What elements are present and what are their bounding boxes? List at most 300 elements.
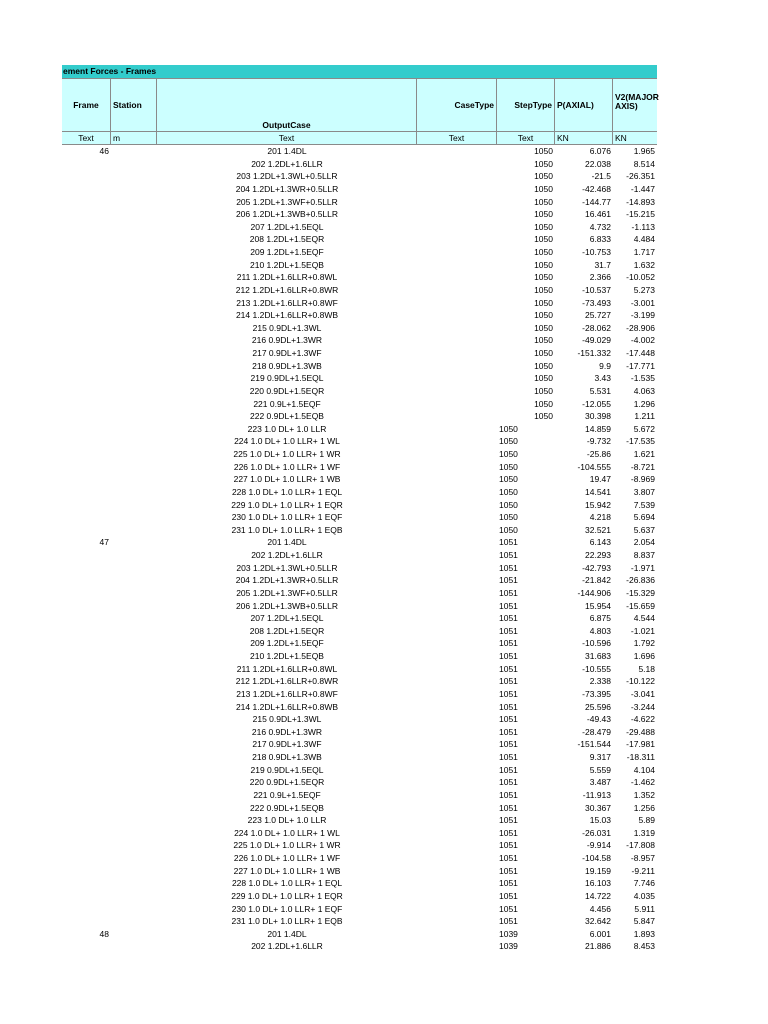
cell-v2-major[interactable]: -1.447: [630, 183, 655, 194]
cell-v2-major[interactable]: -8.721: [630, 461, 655, 472]
cell-station[interactable]: [111, 827, 157, 840]
cell-v2-major[interactable]: -14.893: [626, 196, 655, 207]
cell-frame[interactable]: [62, 499, 111, 512]
cell-v2-major[interactable]: 1.319: [633, 827, 655, 838]
cell-output-case[interactable]: 211 1.2DL+1.6LLR+0.8WL: [236, 272, 338, 283]
cell-case-type[interactable]: [417, 549, 497, 562]
cell-frame[interactable]: [62, 852, 111, 865]
cell-case-type[interactable]: [417, 915, 497, 928]
cell-station[interactable]: [111, 852, 157, 865]
cell-v2-major[interactable]: 4.104: [633, 764, 655, 775]
cell-v2-major[interactable]: -1.113: [631, 221, 655, 232]
cell-station[interactable]: [111, 549, 157, 562]
cell-p-axial[interactable]: 19.47: [589, 474, 611, 485]
cell-v2-major[interactable]: -9.211: [631, 865, 655, 876]
cell-output-case[interactable]: 215 0.9DL+1.3WL: [252, 714, 322, 725]
cell-station[interactable]: [111, 158, 157, 171]
cell-v2-major[interactable]: -18.311: [626, 752, 655, 762]
cell-station[interactable]: [111, 802, 157, 815]
cell-step-type[interactable]: 1050: [534, 284, 553, 295]
cell-output-case[interactable]: 204 1.2DL+1.3WR+0.5LLR: [235, 183, 339, 194]
cell-frame[interactable]: 48: [99, 928, 109, 939]
cell-case-type[interactable]: [417, 145, 497, 158]
cell-case-type[interactable]: [417, 435, 497, 448]
cell-v2-major[interactable]: 5.672: [633, 423, 655, 434]
cell-v2-major[interactable]: 5.18: [638, 663, 655, 674]
cell-frame[interactable]: [62, 688, 111, 701]
cell-output-case[interactable]: 209 1.2DL+1.5EQF: [250, 247, 324, 257]
unit-case-type[interactable]: Text: [417, 132, 497, 144]
cell-frame[interactable]: [62, 903, 111, 916]
header-station[interactable]: Station: [111, 79, 157, 131]
cell-case-type[interactable]: [417, 890, 497, 903]
cell-v2-major[interactable]: -1.535: [630, 373, 655, 384]
cell-case-type[interactable]: [417, 334, 497, 347]
cell-p-axial[interactable]: 6.833: [589, 234, 611, 245]
header-v2-major[interactable]: V2(MAJOR AXIS): [615, 92, 659, 111]
cell-frame[interactable]: [62, 297, 111, 310]
cell-output-case[interactable]: 231 1.0 DL+ 1.0 LLR+ 1 EQB: [231, 524, 343, 535]
cell-output-case[interactable]: 201 1.4DL: [267, 146, 307, 156]
cell-v2-major[interactable]: 1.352: [633, 789, 655, 800]
cell-output-case[interactable]: 220 0.9DL+1.5EQR: [249, 777, 325, 788]
cell-p-axial[interactable]: 6.001: [589, 928, 611, 939]
cell-frame[interactable]: [62, 435, 111, 448]
cell-p-axial[interactable]: -42.793: [582, 562, 611, 573]
cell-step-type[interactable]: 1039: [499, 928, 518, 939]
unit-p-axial[interactable]: KN: [555, 132, 613, 144]
cell-step-type[interactable]: 1051: [499, 562, 518, 573]
cell-v2-major[interactable]: -10.122: [626, 676, 655, 687]
cell-frame[interactable]: [62, 549, 111, 562]
cell-p-axial[interactable]: 32.521: [585, 524, 611, 535]
cell-p-axial[interactable]: -10.596: [582, 638, 611, 649]
cell-frame[interactable]: [62, 789, 111, 802]
cell-p-axial[interactable]: -21.5: [591, 171, 611, 182]
cell-output-case[interactable]: 219 0.9DL+1.5EQL: [250, 373, 324, 384]
cell-step-type[interactable]: 1050: [534, 411, 553, 422]
cell-station[interactable]: [111, 764, 157, 777]
cell-p-axial[interactable]: 6.143: [589, 537, 611, 548]
cell-station[interactable]: [111, 196, 157, 209]
cell-output-case[interactable]: 226 1.0 DL+ 1.0 LLR+ 1 WF: [233, 853, 341, 863]
cell-p-axial[interactable]: -42.468: [582, 183, 611, 194]
cell-p-axial[interactable]: 31.683: [585, 651, 611, 661]
cell-output-case[interactable]: 224 1.0 DL+ 1.0 LLR+ 1 WL: [234, 436, 340, 447]
cell-p-axial[interactable]: 15.942: [585, 499, 611, 510]
cell-case-type[interactable]: [417, 486, 497, 499]
cell-step-type[interactable]: 1051: [499, 789, 518, 800]
cell-case-type[interactable]: [417, 423, 497, 436]
cell-v2-major[interactable]: -26.351: [626, 171, 655, 182]
cell-step-type[interactable]: 1051: [499, 865, 518, 876]
cell-case-type[interactable]: [417, 473, 497, 486]
cell-v2-major[interactable]: 1.621: [633, 449, 655, 459]
cell-p-axial[interactable]: 30.398: [585, 411, 611, 422]
cell-output-case[interactable]: 227 1.0 DL+ 1.0 LLR+ 1 WB: [233, 865, 341, 876]
cell-v2-major[interactable]: -17.535: [626, 436, 655, 447]
cell-v2-major[interactable]: -8.969: [630, 474, 655, 485]
cell-step-type[interactable]: 1051: [499, 625, 518, 636]
cell-frame[interactable]: [62, 865, 111, 878]
cell-p-axial[interactable]: 21.886: [585, 941, 611, 952]
cell-station[interactable]: [111, 347, 157, 360]
cell-frame[interactable]: [62, 738, 111, 751]
cell-p-axial[interactable]: -21.842: [582, 575, 611, 586]
cell-frame[interactable]: [62, 208, 111, 221]
cell-station[interactable]: [111, 637, 157, 650]
cell-frame[interactable]: [62, 701, 111, 714]
cell-p-axial[interactable]: 31.7: [594, 259, 611, 270]
cell-frame[interactable]: [62, 158, 111, 171]
cell-case-type[interactable]: [417, 499, 497, 512]
cell-step-type[interactable]: 1051: [499, 575, 518, 586]
cell-p-axial[interactable]: 14.541: [585, 486, 611, 497]
cell-p-axial[interactable]: 19.159: [585, 865, 611, 876]
cell-p-axial[interactable]: 6.076: [589, 146, 611, 156]
cell-case-type[interactable]: [417, 852, 497, 865]
cell-frame[interactable]: [62, 726, 111, 739]
cell-output-case[interactable]: 218 0.9DL+1.3WB: [252, 752, 322, 762]
cell-step-type[interactable]: 1050: [534, 297, 553, 308]
cell-step-type[interactable]: 1050: [534, 146, 553, 156]
cell-p-axial[interactable]: 9.9: [599, 360, 611, 371]
cell-case-type[interactable]: [417, 309, 497, 322]
cell-step-type[interactable]: 1050: [534, 234, 553, 245]
cell-v2-major[interactable]: 7.539: [633, 499, 655, 510]
cell-step-type[interactable]: 1050: [499, 436, 518, 447]
cell-station[interactable]: [111, 410, 157, 423]
cell-station[interactable]: [111, 612, 157, 625]
cell-p-axial[interactable]: -10.555: [582, 663, 611, 674]
cell-p-axial[interactable]: -151.544: [577, 739, 611, 750]
cell-frame[interactable]: 46: [99, 146, 109, 156]
cell-station[interactable]: [111, 448, 157, 461]
cell-frame[interactable]: [62, 246, 111, 259]
cell-step-type[interactable]: 1050: [499, 423, 518, 434]
cell-step-type[interactable]: 1051: [499, 587, 518, 598]
cell-station[interactable]: [111, 398, 157, 411]
cell-step-type[interactable]: 1051: [499, 714, 518, 725]
cell-case-type[interactable]: [417, 297, 497, 310]
unit-step-type[interactable]: Text: [497, 132, 555, 144]
cell-output-case[interactable]: 214 1.2DL+1.6LLR+0.8WB: [235, 701, 339, 712]
cell-case-type[interactable]: [417, 612, 497, 625]
cell-v2-major[interactable]: 4.035: [633, 890, 655, 901]
cell-p-axial[interactable]: -104.58: [582, 853, 611, 863]
cell-station[interactable]: [111, 334, 157, 347]
cell-v2-major[interactable]: -10.052: [626, 272, 655, 283]
cell-frame[interactable]: [62, 398, 111, 411]
cell-v2-major[interactable]: -4.622: [630, 714, 655, 725]
cell-output-case[interactable]: 215 0.9DL+1.3WL: [252, 322, 322, 333]
cell-step-type[interactable]: 1050: [534, 335, 553, 346]
cell-frame[interactable]: [62, 713, 111, 726]
cell-output-case[interactable]: 205 1.2DL+1.3WF+0.5LLR: [236, 587, 338, 598]
cell-frame[interactable]: [62, 587, 111, 600]
cell-step-type[interactable]: 1050: [534, 322, 553, 333]
cell-case-type[interactable]: [417, 827, 497, 840]
cell-case-type[interactable]: [417, 903, 497, 916]
cell-frame[interactable]: [62, 663, 111, 676]
cell-step-type[interactable]: 1050: [499, 449, 518, 459]
cell-step-type[interactable]: 1051: [499, 752, 518, 762]
cell-output-case[interactable]: 212 1.2DL+1.6LLR+0.8WR: [235, 284, 339, 295]
cell-output-case[interactable]: 217 0.9DL+1.3WF: [252, 739, 322, 750]
cell-frame[interactable]: [62, 612, 111, 625]
cell-v2-major[interactable]: -3.199: [630, 310, 655, 321]
cell-station[interactable]: [111, 915, 157, 928]
cell-step-type[interactable]: 1050: [534, 310, 553, 321]
cell-step-type[interactable]: 1051: [499, 802, 518, 813]
cell-step-type[interactable]: 1051: [499, 537, 518, 548]
cell-step-type[interactable]: 1050: [534, 196, 553, 207]
cell-output-case[interactable]: 221 0.9L+1.5EQF: [253, 789, 321, 800]
cell-output-case[interactable]: 222 0.9DL+1.5EQB: [250, 411, 324, 422]
cell-frame[interactable]: [62, 675, 111, 688]
cell-step-type[interactable]: 1050: [499, 486, 518, 497]
cell-output-case[interactable]: 206 1.2DL+1.3WB+0.5LLR: [235, 209, 339, 220]
cell-case-type[interactable]: [417, 511, 497, 524]
cell-v2-major[interactable]: -3.244: [630, 701, 655, 712]
cell-station[interactable]: [111, 511, 157, 524]
cell-frame[interactable]: [62, 473, 111, 486]
cell-output-case[interactable]: 207 1.2DL+1.5EQL: [250, 221, 324, 232]
cell-case-type[interactable]: [417, 461, 497, 474]
cell-frame[interactable]: [62, 221, 111, 234]
cell-case-type[interactable]: [417, 713, 497, 726]
cell-p-axial[interactable]: -28.479: [582, 726, 611, 737]
cell-case-type[interactable]: [417, 524, 497, 537]
cell-case-type[interactable]: [417, 158, 497, 171]
cell-p-axial[interactable]: 4.732: [589, 221, 611, 232]
cell-step-type[interactable]: 1051: [499, 701, 518, 712]
cell-frame[interactable]: [62, 562, 111, 575]
cell-station[interactable]: [111, 663, 157, 676]
cell-p-axial[interactable]: -26.031: [582, 827, 611, 838]
cell-case-type[interactable]: [417, 246, 497, 259]
cell-frame[interactable]: [62, 347, 111, 360]
cell-v2-major[interactable]: -15.659: [626, 600, 655, 611]
cell-output-case[interactable]: 202 1.2DL+1.6LLR: [251, 550, 323, 560]
cell-station[interactable]: [111, 789, 157, 802]
cell-v2-major[interactable]: 1.632: [633, 259, 655, 270]
cell-output-case[interactable]: 216 0.9DL+1.3WR: [251, 335, 323, 346]
cell-output-case[interactable]: 227 1.0 DL+ 1.0 LLR+ 1 WB: [233, 474, 341, 485]
cell-step-type[interactable]: 1050: [499, 512, 518, 523]
cell-case-type[interactable]: [417, 360, 497, 373]
header-step-type[interactable]: StepType: [497, 79, 555, 131]
cell-station[interactable]: [111, 726, 157, 739]
cell-case-type[interactable]: [417, 751, 497, 764]
cell-case-type[interactable]: [417, 170, 497, 183]
cell-step-type[interactable]: 1050: [499, 524, 518, 535]
cell-output-case[interactable]: 212 1.2DL+1.6LLR+0.8WR: [235, 676, 339, 687]
cell-case-type[interactable]: [417, 600, 497, 613]
cell-p-axial[interactable]: 9.317: [589, 752, 611, 762]
cell-station[interactable]: [111, 284, 157, 297]
cell-frame[interactable]: [62, 196, 111, 209]
cell-output-case[interactable]: 230 1.0 DL+ 1.0 LLR+ 1 EQF: [231, 903, 343, 914]
cell-frame[interactable]: [62, 637, 111, 650]
cell-case-type[interactable]: [417, 625, 497, 638]
cell-station[interactable]: [111, 839, 157, 852]
cell-station[interactable]: [111, 271, 157, 284]
cell-p-axial[interactable]: -12.055: [582, 398, 611, 409]
cell-v2-major[interactable]: -15.215: [626, 209, 655, 220]
cell-output-case[interactable]: 231 1.0 DL+ 1.0 LLR+ 1 EQB: [231, 916, 343, 927]
cell-output-case[interactable]: 218 0.9DL+1.3WB: [252, 360, 322, 371]
cell-frame[interactable]: [62, 410, 111, 423]
cell-p-axial[interactable]: 2.366: [589, 272, 611, 283]
cell-step-type[interactable]: 1051: [499, 840, 518, 851]
cell-case-type[interactable]: [417, 726, 497, 739]
cell-p-axial[interactable]: 22.038: [585, 158, 611, 169]
cell-frame[interactable]: [62, 448, 111, 461]
cell-v2-major[interactable]: 5.89: [638, 815, 655, 826]
cell-station[interactable]: [111, 183, 157, 196]
cell-station[interactable]: [111, 776, 157, 789]
cell-p-axial[interactable]: 4.456: [589, 903, 611, 914]
cell-p-axial[interactable]: 15.954: [585, 600, 611, 611]
cell-v2-major[interactable]: 5.911: [634, 903, 655, 914]
cell-case-type[interactable]: [417, 410, 497, 423]
cell-step-type[interactable]: 1051: [499, 815, 518, 826]
cell-p-axial[interactable]: -151.332: [577, 348, 611, 358]
cell-output-case[interactable]: 210 1.2DL+1.5EQB: [250, 651, 324, 661]
cell-step-type[interactable]: 1050: [534, 221, 553, 232]
unit-station[interactable]: m: [111, 132, 157, 144]
cell-v2-major[interactable]: 5.273: [633, 284, 655, 295]
cell-step-type[interactable]: 1051: [499, 651, 518, 661]
cell-case-type[interactable]: [417, 738, 497, 751]
cell-frame[interactable]: [62, 574, 111, 587]
cell-case-type[interactable]: [417, 814, 497, 827]
cell-step-type[interactable]: 1051: [499, 726, 518, 737]
cell-output-case[interactable]: 228 1.0 DL+ 1.0 LLR+ 1 EQL: [231, 486, 343, 497]
cell-frame[interactable]: [62, 233, 111, 246]
cell-step-type[interactable]: 1051: [499, 827, 518, 838]
cell-output-case[interactable]: 219 0.9DL+1.5EQL: [250, 764, 324, 775]
cell-output-case[interactable]: 213 1.2DL+1.6LLR+0.8WF: [236, 688, 338, 699]
cell-output-case[interactable]: 222 0.9DL+1.5EQB: [250, 802, 324, 813]
cell-v2-major[interactable]: -8.957: [630, 853, 655, 863]
cell-step-type[interactable]: 1051: [499, 613, 518, 624]
cell-v2-major[interactable]: -15.329: [626, 587, 655, 598]
cell-p-axial[interactable]: 5.559: [589, 764, 611, 775]
cell-v2-major[interactable]: 5.847: [633, 916, 655, 927]
cell-station[interactable]: [111, 865, 157, 878]
cell-v2-major[interactable]: 5.694: [633, 512, 655, 523]
cell-step-type[interactable]: 1051: [499, 890, 518, 901]
cell-station[interactable]: [111, 524, 157, 537]
cell-station[interactable]: [111, 751, 157, 764]
cell-output-case[interactable]: 223 1.0 DL+ 1.0 LLR: [247, 423, 327, 434]
cell-station[interactable]: [111, 625, 157, 638]
cell-step-type[interactable]: 1051: [499, 739, 518, 750]
header-case-type[interactable]: CaseType: [417, 79, 497, 131]
cell-frame[interactable]: [62, 940, 111, 953]
cell-case-type[interactable]: [417, 663, 497, 676]
cell-step-type[interactable]: 1051: [499, 676, 518, 687]
cell-p-axial[interactable]: 25.727: [585, 310, 611, 321]
cell-frame[interactable]: [62, 814, 111, 827]
cell-output-case[interactable]: 207 1.2DL+1.5EQL: [250, 613, 324, 624]
cell-step-type[interactable]: 1051: [499, 663, 518, 674]
cell-frame[interactable]: [62, 650, 111, 663]
cell-case-type[interactable]: [417, 372, 497, 385]
cell-case-type[interactable]: [417, 574, 497, 587]
cell-p-axial[interactable]: -10.537: [582, 284, 611, 295]
cell-step-type[interactable]: 1051: [499, 777, 518, 788]
cell-case-type[interactable]: [417, 701, 497, 714]
cell-case-type[interactable]: [417, 587, 497, 600]
cell-case-type[interactable]: [417, 385, 497, 398]
cell-p-axial[interactable]: 14.722: [585, 890, 611, 901]
cell-output-case[interactable]: 202 1.2DL+1.6LLR: [251, 941, 323, 952]
cell-frame[interactable]: [62, 802, 111, 815]
cell-frame[interactable]: [62, 284, 111, 297]
cell-v2-major[interactable]: -17.771: [626, 360, 655, 371]
cell-case-type[interactable]: [417, 448, 497, 461]
cell-case-type[interactable]: [417, 259, 497, 272]
cell-v2-major[interactable]: -1.971: [630, 562, 655, 573]
cell-output-case[interactable]: 201 1.4DL: [267, 928, 307, 939]
cell-step-type[interactable]: 1051: [499, 764, 518, 775]
cell-v2-major[interactable]: -4.002: [630, 335, 655, 346]
cell-frame[interactable]: [62, 183, 111, 196]
cell-step-type[interactable]: 1050: [534, 259, 553, 270]
cell-p-axial[interactable]: -104.555: [577, 461, 611, 472]
cell-v2-major[interactable]: 1.696: [633, 651, 655, 661]
cell-case-type[interactable]: [417, 764, 497, 777]
cell-station[interactable]: [111, 536, 157, 549]
cell-frame[interactable]: 47: [99, 537, 109, 548]
cell-step-type[interactable]: 1051: [499, 688, 518, 699]
cell-station[interactable]: [111, 486, 157, 499]
cell-station[interactable]: [111, 372, 157, 385]
cell-p-axial[interactable]: 4.803: [589, 625, 611, 636]
cell-p-axial[interactable]: -144.906: [577, 587, 611, 598]
cell-station[interactable]: [111, 574, 157, 587]
cell-case-type[interactable]: [417, 221, 497, 234]
cell-station[interactable]: [111, 221, 157, 234]
cell-station[interactable]: [111, 940, 157, 953]
cell-station[interactable]: [111, 890, 157, 903]
cell-frame[interactable]: [62, 259, 111, 272]
cell-station[interactable]: [111, 385, 157, 398]
cell-output-case[interactable]: 211 1.2DL+1.6LLR+0.8WL: [236, 663, 338, 674]
cell-case-type[interactable]: [417, 562, 497, 575]
cell-output-case[interactable]: 225 1.0 DL+ 1.0 LLR+ 1 WR: [233, 449, 341, 459]
cell-frame[interactable]: [62, 915, 111, 928]
cell-station[interactable]: [111, 360, 157, 373]
cell-frame[interactable]: [62, 877, 111, 890]
cell-step-type[interactable]: 1051: [499, 903, 518, 914]
cell-case-type[interactable]: [417, 802, 497, 815]
cell-station[interactable]: [111, 713, 157, 726]
cell-output-case[interactable]: 225 1.0 DL+ 1.0 LLR+ 1 WR: [233, 840, 341, 851]
cell-station[interactable]: [111, 259, 157, 272]
cell-output-case[interactable]: 229 1.0 DL+ 1.0 LLR+ 1 EQR: [231, 890, 343, 901]
cell-v2-major[interactable]: 8.514: [633, 158, 655, 169]
cell-case-type[interactable]: [417, 637, 497, 650]
cell-station[interactable]: [111, 473, 157, 486]
cell-station[interactable]: [111, 423, 157, 436]
cell-station[interactable]: [111, 587, 157, 600]
cell-frame[interactable]: [62, 625, 111, 638]
cell-frame[interactable]: [62, 524, 111, 537]
